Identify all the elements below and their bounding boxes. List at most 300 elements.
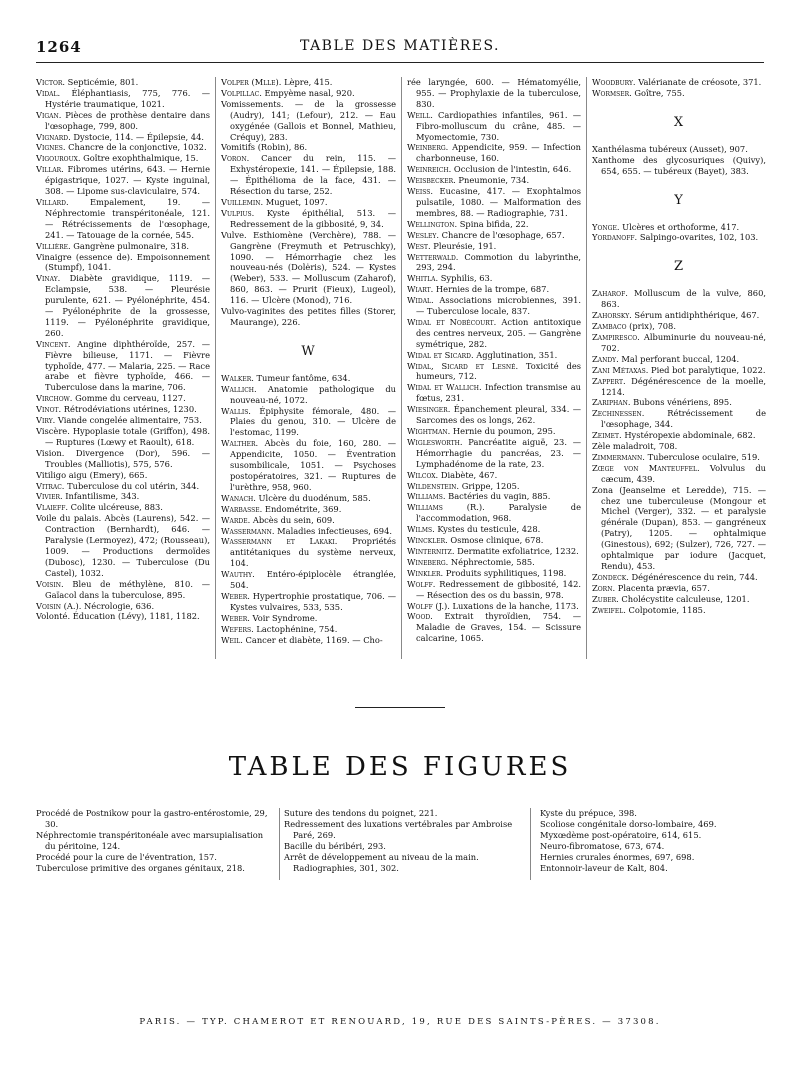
index-entry bbox=[407, 481, 581, 492]
entry-text: Pleurésie, 191. bbox=[430, 240, 497, 251]
entry-text: Hypertrophie prostatique, 706. — Kystes vulvaires, 533, 535. bbox=[230, 590, 396, 612]
entry-text: Colite ulcéreuse, 883. bbox=[68, 502, 163, 513]
index-entry bbox=[407, 611, 581, 644]
entry-text: Éléphantiasis, 775, 776. — Hystérie traumatique, 1021. bbox=[45, 87, 210, 109]
index-entry bbox=[407, 164, 581, 175]
entry-text: Volonté. Éducation (Lévy), 1181, 1182. bbox=[36, 611, 200, 622]
entry-headword: Weisbecker. bbox=[407, 175, 456, 186]
entry-text: Infantilisme, 343. bbox=[62, 491, 140, 502]
figures-column-2 bbox=[284, 808, 520, 873]
index-column-3 bbox=[407, 77, 581, 659]
entry-headword: Zaharof. bbox=[592, 288, 628, 299]
entry-text: Ulcère du duodénum, 585. bbox=[255, 492, 371, 503]
entry-text: Infection transmise au fœtus, 231. bbox=[416, 382, 581, 404]
entry-text: Valérianate de créosote, 371. bbox=[635, 77, 762, 87]
index-entry bbox=[221, 536, 396, 569]
entry-headword: Zandy. bbox=[592, 353, 619, 364]
entry-headword: Yonge. bbox=[592, 221, 620, 232]
index-entry bbox=[407, 404, 581, 426]
entry-text: Ulcères et orthoforme, 417. bbox=[619, 221, 740, 232]
index-entry bbox=[592, 441, 766, 452]
entry-text: Mal perforant buccal, 1204. bbox=[618, 353, 740, 364]
index-entry bbox=[36, 153, 210, 164]
entry-text: Dégénérescence du rein, 744. bbox=[628, 571, 758, 582]
entry-text: Syphilis, 63. bbox=[438, 273, 493, 284]
index-entry bbox=[221, 208, 396, 230]
entry-headword: Woodbury. bbox=[592, 77, 636, 87]
index-entry bbox=[407, 350, 581, 361]
entry-text: Voir Syndrome. bbox=[249, 612, 318, 623]
index-entry bbox=[407, 568, 581, 579]
entry-headword: Wefers. bbox=[221, 623, 254, 634]
index-entry bbox=[592, 376, 766, 398]
entry-text: Paralysie de l'accommodation, 968. bbox=[416, 502, 581, 524]
entry-headword: Weiss. bbox=[407, 186, 434, 197]
entry-text: Néphrectomie, 585. bbox=[448, 556, 535, 567]
entry-text: Gangrène pulmonaire, 318. bbox=[70, 240, 189, 251]
index-entry bbox=[221, 438, 396, 493]
index-entry bbox=[592, 397, 766, 408]
entry-headword: Winkler. bbox=[407, 567, 444, 578]
index-entry bbox=[407, 252, 581, 274]
index-entry bbox=[407, 175, 581, 186]
index-entry bbox=[407, 470, 581, 481]
index-entry bbox=[36, 197, 210, 241]
entry-headword: Wanach. bbox=[221, 492, 256, 503]
index-entry bbox=[221, 230, 396, 306]
entry-headword: Widal et Sicard. bbox=[407, 349, 474, 360]
entry-headword: Widal. bbox=[407, 295, 434, 306]
entry-headword: Wilms. bbox=[407, 524, 435, 535]
column-divider bbox=[530, 808, 531, 880]
index-entry bbox=[592, 430, 766, 441]
entry-text: Colpotomie, 1185. bbox=[625, 604, 706, 615]
entry-headword: Wildenstein. bbox=[407, 480, 460, 491]
entry-headword: Warde. bbox=[221, 514, 251, 525]
entry-text: Septicémie, 801. bbox=[65, 77, 139, 87]
index-entry bbox=[36, 273, 210, 338]
entry-headword: Vulpius. bbox=[221, 207, 255, 218]
index-entry bbox=[36, 164, 210, 197]
figure-entry: Myxœdème post-opératoire, 614, 615. bbox=[540, 829, 702, 840]
entry-text: Luxations de la hanche, 1173. bbox=[449, 600, 579, 611]
index-entry bbox=[36, 404, 210, 415]
entry-text: Nécrologie, 636. bbox=[81, 600, 155, 611]
entry-text: Salpingo-ovarites, 102, 103. bbox=[637, 232, 759, 243]
entry-text: Viande congelée alimentaire, 753. bbox=[55, 415, 202, 426]
index-entry bbox=[221, 306, 396, 328]
entry-headword: Zœge von Manteuffel. bbox=[592, 462, 700, 473]
entry-headword: Zondeck. bbox=[592, 571, 629, 582]
running-title: TABLE DES MATIÈRES. bbox=[300, 38, 500, 54]
index-entry bbox=[221, 624, 396, 635]
index-entry bbox=[592, 452, 766, 463]
index-entry bbox=[36, 426, 210, 448]
entry-text: Abcès du sein, 609. bbox=[250, 514, 335, 525]
entry-text: Pied bot paralytique, 1022. bbox=[648, 364, 766, 375]
entry-headword: Winternitz. bbox=[407, 545, 455, 556]
figure-entry: Neuro-fibromatose, 673, 674. bbox=[540, 840, 665, 851]
section-letter: X bbox=[673, 114, 685, 130]
index-entry bbox=[592, 583, 766, 594]
index-entry bbox=[407, 241, 581, 252]
entry-headword: Widal et Wallich. bbox=[407, 382, 482, 393]
entry-text: Empalement, 19. — Néphrectomie transpéritonéale, 121. — Rétrécissements de l'œsophage, 241. — Tatouage de la cornée, 545. bbox=[45, 196, 210, 240]
entry-headword: Voisin. bbox=[36, 578, 64, 589]
entry-headword: Wiesinger. bbox=[407, 404, 451, 415]
entry-text: Bactéries du vagin, 885. bbox=[445, 491, 551, 502]
index-entry bbox=[221, 373, 396, 384]
entry-text: Lactophénine, 754. bbox=[253, 623, 338, 634]
entry-headword: Zariphan. bbox=[592, 397, 631, 408]
entry-text: Goître, 755. bbox=[631, 87, 685, 98]
figure-entry: Arrêt de développement au niveau de la main. Radiographies, 301, 302. bbox=[284, 851, 479, 873]
index-entry bbox=[407, 219, 581, 230]
index-entry bbox=[36, 88, 210, 110]
index-entry bbox=[592, 572, 766, 583]
entry-headword: Wassermann et Lakaki. bbox=[221, 536, 338, 547]
entry-text: Extrait thyroïdien, 754. — Maladie de Graves, 154. — Scissure calcarine, 1065. bbox=[416, 611, 581, 644]
index-entry bbox=[592, 222, 766, 233]
figures-column-3 bbox=[540, 808, 766, 873]
index-entry bbox=[221, 197, 396, 208]
entry-text: Sérum antidiphthérique, 467. bbox=[631, 310, 760, 321]
figure-entry: Suture des tendons du poignet, 221. bbox=[284, 808, 438, 818]
section-separator bbox=[355, 707, 445, 708]
entry-headword: Wightman. bbox=[407, 426, 451, 436]
index-entry bbox=[407, 382, 581, 404]
entry-text: Diabète, 467. bbox=[438, 469, 498, 480]
column-divider bbox=[586, 77, 587, 659]
entry-text: Toxicité des humeurs, 712. bbox=[416, 360, 581, 382]
index-entry bbox=[221, 504, 396, 515]
entry-headword: Weber. bbox=[221, 612, 250, 623]
figure-entry: Tuberculose primitive des organes génitaux, 218. bbox=[36, 862, 245, 873]
index-entry bbox=[221, 153, 396, 197]
entry-text: Produits syphilitiques, 1198. bbox=[443, 567, 567, 578]
index-entry bbox=[221, 591, 396, 613]
entry-headword: Wineberg. bbox=[407, 556, 449, 567]
entry-text: Rétrodéviations utérines, 1230. bbox=[61, 404, 197, 415]
entry-headword: Viry. bbox=[36, 415, 56, 426]
index-entry bbox=[407, 524, 581, 535]
entry-text: Bubons vénériens, 895. bbox=[630, 397, 732, 408]
index-entry bbox=[36, 393, 210, 404]
entry-text: Pièces de prothèse dentaire dans l'œsophage, 799, 800. bbox=[45, 109, 210, 131]
index-entry bbox=[36, 611, 210, 622]
entry-headword: Vuillemin. bbox=[221, 196, 264, 207]
entry-headword: Widal, Sicard et Lesné. bbox=[407, 360, 519, 371]
index-entry bbox=[221, 569, 396, 591]
entry-headword: Walker. bbox=[221, 372, 254, 383]
entry-text: Spina bifida, 22. bbox=[457, 218, 529, 229]
entry-text: Xanthélasma tubéreux (Ausset), 907. bbox=[592, 143, 748, 154]
figure-entry: Hernies crurales énormes, 697, 698. bbox=[540, 851, 695, 862]
figure-entry: Scoliose congénitale dorso-lombaire, 469. bbox=[540, 818, 717, 829]
index-entry bbox=[592, 321, 766, 332]
entry-text: Cancer et diabète, 1169. — Cho- bbox=[242, 634, 383, 645]
index-entry bbox=[36, 339, 210, 394]
index-entry bbox=[221, 526, 396, 537]
index-entry bbox=[221, 406, 396, 439]
entry-headword: Volper (Mlle). bbox=[221, 77, 282, 87]
index-entry bbox=[592, 232, 766, 243]
entry-text: Action antitoxique des centres nerveux, 205. — Gangrène symétrique, 282. bbox=[416, 316, 581, 349]
entry-headword: Winckler. bbox=[407, 535, 448, 546]
entry-text: Kyste épithélial, 513. — Redressement de la gibbosité, 9, 34. bbox=[230, 207, 396, 229]
index-columns bbox=[36, 77, 766, 659]
printer-footer: PARIS. — TYP. CHAMEROT ET RENOUARD, 19, RUE DES SAINTS-PÈRES. — 37308. bbox=[139, 1017, 661, 1027]
index-entry bbox=[407, 142, 581, 164]
entry-text: Tumeur fantôme, 634. bbox=[253, 372, 351, 383]
index-entry bbox=[407, 601, 581, 612]
index-entry bbox=[407, 437, 581, 470]
entry-headword: Walther. bbox=[221, 438, 259, 449]
entry-headword: Volpillac. bbox=[221, 87, 262, 98]
entry-headword: Weinberg. bbox=[407, 142, 449, 153]
entry-headword: Weil. bbox=[221, 634, 243, 645]
entry-headword: Zimmermann. bbox=[592, 451, 645, 462]
entry-text: Tuberculose du col utérin, 344. bbox=[64, 480, 200, 491]
entry-headword: Williams (R.). bbox=[407, 502, 485, 513]
entry-text: Cholécystite calculeuse, 1201. bbox=[618, 593, 750, 604]
entry-headword: Wellington. bbox=[407, 218, 458, 229]
figure-entry: Procédé de Postnikow pour la gastro-entérostomie, 29, 30. bbox=[36, 808, 268, 829]
page-number: 1264 bbox=[36, 38, 82, 56]
entry-headword: Victor. bbox=[36, 77, 66, 87]
entry-headword: Wallich. bbox=[221, 383, 257, 394]
index-column-1 bbox=[36, 77, 210, 659]
entry-headword: Wauthy. bbox=[221, 569, 255, 580]
index-entry bbox=[221, 142, 396, 153]
column-divider bbox=[215, 77, 216, 659]
section-letter: Z bbox=[673, 259, 685, 275]
figures-column-1 bbox=[36, 808, 274, 873]
index-entry bbox=[407, 186, 581, 219]
figure-entry: Kyste du prépuce, 398. bbox=[540, 808, 637, 818]
index-entry bbox=[36, 481, 210, 492]
index-entry bbox=[592, 88, 766, 99]
entry-headword: Wallis. bbox=[221, 405, 251, 416]
index-entry bbox=[407, 535, 581, 546]
entry-headword: Voron. bbox=[221, 153, 250, 164]
entry-text: Fibromes utérins, 643. — Hernie épigastrique, 1027. — Kyste inguinal, 308. — Lipome sus-claviculaire, 574. bbox=[45, 164, 210, 197]
entry-text: Commotion du labyrinthe, 293, 294. bbox=[416, 251, 581, 273]
entry-text: Associations microbiennes, 391. — Tuberculose locale, 837. bbox=[416, 295, 581, 317]
entry-text: rée laryngée, 600. — Hématomyélie, 955. — Prophylaxie de la tuberculose, 830. bbox=[407, 77, 581, 109]
entry-headword: Villard. bbox=[36, 196, 69, 207]
entry-headword: Zuber. bbox=[592, 593, 619, 604]
entry-headword: Wassermann. bbox=[221, 525, 275, 536]
index-entry bbox=[36, 502, 210, 513]
entry-text: Empyème nasal, 920. bbox=[261, 87, 355, 98]
index-entry bbox=[407, 361, 581, 383]
header-rule bbox=[36, 62, 764, 63]
entry-text: Volvulus du cæcum, 439. bbox=[601, 462, 766, 484]
entry-headword: Zappert. bbox=[592, 375, 626, 386]
index-entry bbox=[407, 284, 581, 295]
index-entry bbox=[407, 230, 581, 241]
index-entry bbox=[592, 354, 766, 365]
entry-text: Pancréatite aiguë, 23. — Hémorrhagie du pancréas, 23. — Lymphadénome de la rate, 23. bbox=[416, 436, 581, 469]
entry-text: Gomme du cerveau, 1127. bbox=[72, 393, 186, 404]
entry-headword: West. bbox=[407, 240, 431, 251]
entry-text: Albuminurie du nouveau-né, 702. bbox=[601, 331, 766, 353]
entry-headword: Voisin (A.). bbox=[36, 600, 82, 611]
entry-text: Diabète gravidique, 1119. — Eclampsie, 538. — Pleurésie purulente, 621. — Pyélonéphrite, 454. — Pyélonéphrite de la grossesse, 1119. — Pyélonéphrite gravidique, 260. bbox=[45, 273, 210, 338]
entry-text: Eucasine, 417. — Exophtalmos pulsatile, 1080. — Malformation des membres, 88. — Radiographie, 731. bbox=[416, 186, 581, 218]
figure-entry: Bacille du béribéri, 293. bbox=[284, 840, 386, 851]
index-entry bbox=[221, 99, 396, 143]
entry-text: Vitiligo aigu (Emery), 665. bbox=[36, 469, 148, 480]
entry-headword: Zechinessen. bbox=[592, 408, 645, 419]
entry-text: Propriétés antitétaniques du système nerveux, 104. bbox=[230, 536, 396, 569]
index-entry bbox=[407, 546, 581, 557]
entry-headword: Vigouroux. bbox=[36, 153, 81, 164]
entry-headword: Warbasse. bbox=[221, 503, 263, 514]
entry-headword: Weill. bbox=[407, 109, 433, 120]
entry-text: Occlusion de l'intestin, 646. bbox=[451, 164, 572, 175]
index-entry bbox=[36, 77, 210, 88]
index-entry bbox=[36, 241, 210, 252]
section-letter: W bbox=[301, 343, 316, 359]
entry-text: Dermatite exfoliatrice, 1232. bbox=[454, 545, 579, 556]
section-letter: Y bbox=[674, 192, 684, 208]
index-entry bbox=[36, 579, 210, 601]
entry-text: Agglutination, 351. bbox=[473, 349, 558, 360]
entry-headword: Vivier. bbox=[36, 491, 63, 502]
entry-text: Muguet, 1097. bbox=[263, 196, 328, 207]
index-entry bbox=[407, 295, 581, 317]
index-entry bbox=[36, 491, 210, 502]
index-entry bbox=[221, 635, 396, 646]
index-entry bbox=[221, 77, 396, 88]
index-entry bbox=[592, 332, 766, 354]
index-entry bbox=[592, 408, 766, 430]
entry-text: Bleu de méthylène, 810. — Gaïacol dans la tuberculose, 895. bbox=[45, 578, 210, 600]
entry-headword: Zahorsky. bbox=[592, 310, 632, 321]
index-entry bbox=[36, 470, 210, 481]
entry-headword: Zani Métaxas. bbox=[592, 364, 649, 375]
index-entry bbox=[36, 132, 210, 143]
entry-headword: Vinay. bbox=[36, 273, 61, 284]
entry-text: Vision. Divergence (Dor), 596. — Troubles (Malliotis), 575, 576. bbox=[36, 447, 210, 469]
index-entry bbox=[592, 144, 766, 155]
entry-headword: Zampiresco. bbox=[592, 331, 640, 342]
entry-text: Molluscum de la vulve, 860, 863. bbox=[601, 288, 766, 310]
index-column-4 bbox=[592, 77, 766, 659]
entry-text: Cardiopathies infantiles, 961. — Fibro-molluscum du crâne, 485. — Myomectomie, 730. bbox=[416, 109, 581, 142]
index-entry bbox=[36, 142, 210, 153]
entry-text: Osmose clinique, 678. bbox=[447, 535, 544, 546]
entry-headword: Vincent. bbox=[36, 338, 71, 349]
index-entry bbox=[592, 77, 766, 88]
entry-text: Zona (Jeanselme et Leredde), 715. — chez une tuberculeuse (Mongour et Michel (Verger), 332. — et paralysie générale (Dupan), 853. — gangréneux (Patry), 1205. — ophtalmique (Ginestous), 692; (Sulzer), 726, 727. — ophtalmique par iodure (Jacquet, Rendu), 453. bbox=[592, 484, 766, 571]
index-entry bbox=[36, 448, 210, 470]
entry-text: Vinaigre (essence de). Empoisonnement (Stumpf), 1041. bbox=[36, 251, 210, 273]
entry-text: Vulvo-vaginites des petites filles (Storer, Maurange), 226. bbox=[221, 306, 396, 327]
entry-text: Kystes du testicule, 428. bbox=[434, 524, 541, 535]
entry-headword: Wood. bbox=[407, 611, 433, 622]
index-entry bbox=[221, 88, 396, 99]
column-divider bbox=[279, 808, 280, 880]
index-entry bbox=[592, 463, 766, 485]
entry-text: Endométrite, 369. bbox=[262, 503, 342, 514]
entry-headword: Wiart. bbox=[407, 284, 434, 295]
index-entry bbox=[407, 317, 581, 350]
index-entry bbox=[407, 502, 581, 524]
figure-entry: Redressement des luxations vertébrales par Ambroise Paré, 269. bbox=[284, 818, 513, 840]
index-entry bbox=[592, 605, 766, 616]
entry-text: Chancre de la conjonctive, 1032. bbox=[65, 142, 207, 153]
entry-headword: Villière. bbox=[36, 240, 71, 251]
entry-text: Vulve. Esthiomène (Verchère), 788. — Gangrène (Freymuth et Petruschky), 1090. — Hémorrhagie chez les nouveau-nés (Dolėris), 524. — Kystes (Weber), 533. — Molluscum (Zaharof), 860, 863. — Prurit (Fieux), Lugeol), 116. — Ulcère (Monod), 716. bbox=[221, 229, 396, 306]
entry-text: Hernie du poumon, 295. bbox=[450, 426, 556, 436]
index-entry bbox=[407, 579, 581, 601]
index-entry bbox=[36, 415, 210, 426]
index-entry bbox=[592, 310, 766, 321]
entry-headword: Vignes. bbox=[36, 142, 66, 153]
index-entry bbox=[592, 288, 766, 310]
entry-text: Entéro-épiplocèle étranglée, 504. bbox=[230, 569, 396, 591]
entry-text: Redressement de gibbosité, 142. — Résection des os du bassin, 978. bbox=[416, 578, 581, 600]
index-entry bbox=[36, 513, 210, 578]
entry-headword: Wormser. bbox=[592, 87, 632, 98]
figure-entry: Entonnoir-laveur de Kalt, 804. bbox=[540, 862, 668, 873]
entry-text: Vomitifs (Robin), 86. bbox=[221, 142, 308, 153]
index-entry bbox=[221, 493, 396, 504]
entry-headword: Virchow. bbox=[36, 393, 73, 404]
entry-headword: Zambaco bbox=[592, 321, 627, 332]
index-entry bbox=[221, 384, 396, 406]
entry-headword: Villar. bbox=[36, 164, 64, 175]
entry-headword: Vignard. bbox=[36, 131, 71, 142]
entry-headword: Wiglesworth. bbox=[407, 436, 463, 447]
entry-text: Épanchement pleural, 334. — Sarcomes des os longs, 262. bbox=[416, 404, 581, 426]
entry-headword: Yordanoff. bbox=[592, 232, 638, 243]
entry-text: Cancer du rein, 115. — Exhystéropexie, 141. — Épilepsie, 188. — Épithélioma de la face, 431. — Résection du tarse, 252. bbox=[230, 153, 396, 197]
entry-headword: Weber. bbox=[221, 590, 250, 601]
entry-headword: Vigan. bbox=[36, 109, 62, 120]
entry-text: Hystéropexie abdominale, 682. bbox=[621, 430, 756, 441]
index-entry bbox=[407, 426, 581, 437]
entry-headword: Wolff (J.). bbox=[407, 600, 450, 611]
index-entry bbox=[407, 77, 581, 110]
entry-text: Zèle maladroit, 708. bbox=[592, 441, 678, 452]
entry-text: Lèpre, 415. bbox=[281, 77, 333, 87]
figures-title: TABLE DES FIGURES bbox=[228, 752, 572, 782]
index-entry bbox=[221, 613, 396, 624]
entry-headword: Zeimet. bbox=[592, 430, 622, 441]
entry-headword: Weinreich. bbox=[407, 164, 452, 175]
index-column-2 bbox=[221, 77, 396, 659]
entry-text: Maladies infectieuses, 694. bbox=[274, 525, 392, 536]
entry-text: Goître exophthalmique, 15. bbox=[80, 153, 199, 164]
index-entry bbox=[592, 594, 766, 605]
entry-text: Angine diphthéroïde, 257. — Fièvre bilieuse, 1171. — Fièvre typhoïde, 477. — Malaria, 225. — Race arabe et fièvre typhoïde, 466. — Tuberculose dans la marine, 706. bbox=[45, 338, 210, 393]
entry-headword: Wilcox. bbox=[407, 469, 439, 480]
entry-text: Épiphysite fémorale, 480. — Plaies du genou, 310. — Ulcère de l'estomac, 1199. bbox=[230, 405, 396, 438]
entry-headword: Zorn. bbox=[592, 582, 616, 593]
entry-text: Pneumonie, 734. bbox=[455, 175, 530, 186]
index-entry bbox=[407, 110, 581, 143]
entry-headword: Wolff. bbox=[407, 578, 436, 589]
figure-entry: Néphrectomie transpéritonéale avec marsupialisation du péritoine, 124. bbox=[36, 829, 264, 851]
entry-headword: Vlaieff. bbox=[36, 502, 69, 513]
entry-text: (prix), 708. bbox=[626, 321, 676, 332]
entry-text: Rétrécissement de l'œsophage, 344. bbox=[601, 408, 766, 430]
index-entry bbox=[592, 365, 766, 376]
